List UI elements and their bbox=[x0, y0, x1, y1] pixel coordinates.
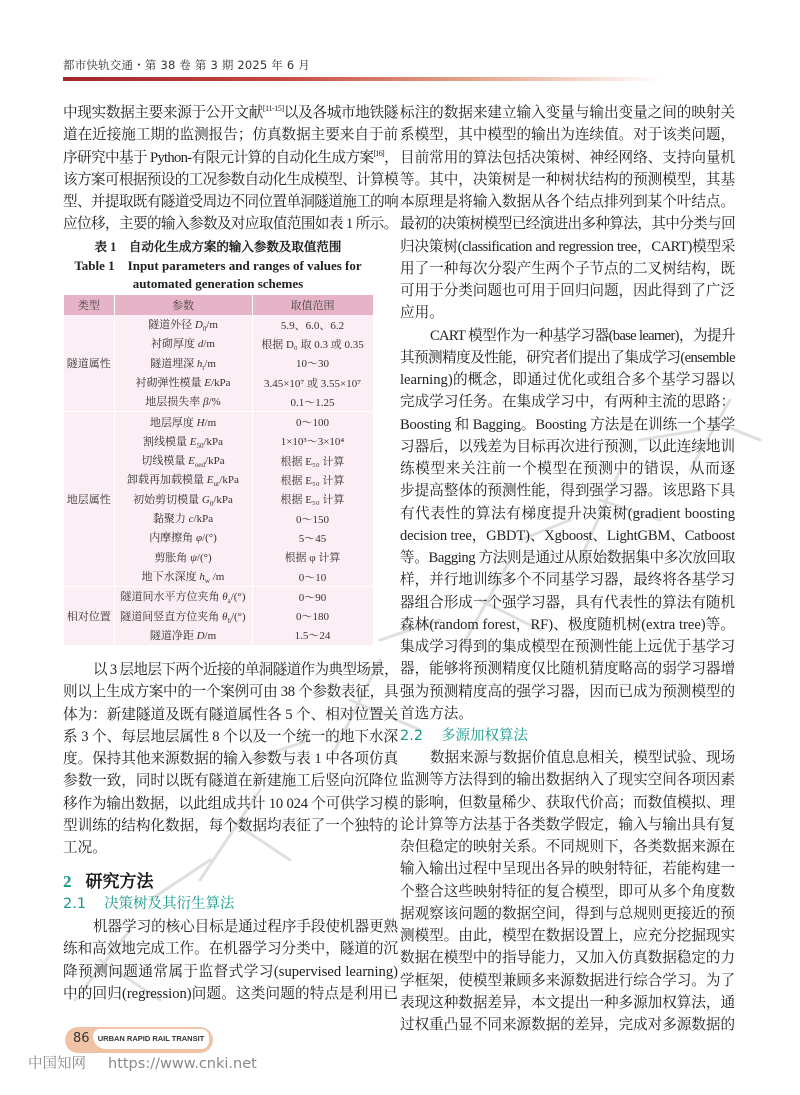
text-line: 等。Bagging 方法则是通过从原始数据集中多次放回取 bbox=[400, 550, 735, 566]
param-unit: /m bbox=[204, 416, 217, 429]
param-symbol: E bbox=[206, 474, 214, 487]
section-number: 2.1 bbox=[63, 896, 87, 912]
table-row bbox=[64, 412, 373, 432]
text-line: 器组合形成一个强学习器，具有代表性的算法有随机 bbox=[400, 594, 735, 611]
range-cell: 1.5～24 bbox=[252, 626, 373, 645]
param-cell bbox=[114, 470, 252, 489]
journal-english-name: URBAN RAPID RAIL TRANSIT bbox=[93, 1029, 209, 1049]
section-number: 2.2 bbox=[400, 728, 424, 744]
table-caption-cn: 表 1 自动化生成方案的输入参数及取值范围 bbox=[94, 240, 342, 254]
type-cell: 地层属性 bbox=[64, 412, 114, 587]
param-symbol: θ bbox=[222, 591, 228, 604]
text-line: 监测等方法得到的输出数据纳入了现实空间各项因素 bbox=[400, 772, 735, 789]
table-header-row bbox=[64, 295, 373, 315]
text-line: 系 3 个、每层地层属性 8 个以及一个统一的地下水深 bbox=[63, 728, 398, 745]
text-line: 道在近接施工期的监测报告；仿真数据主要来自于前 bbox=[63, 127, 398, 144]
parameter-table bbox=[64, 295, 374, 645]
text-line: 标注的数据来建立输入变量与输出变量之间的映射关 bbox=[400, 105, 735, 121]
text-line: 本原理是将输入数据从各个结点排列到某个叶结点。 bbox=[400, 194, 735, 210]
range-cell: 0～100 bbox=[252, 412, 373, 432]
param-label: 隧道净距 bbox=[149, 629, 194, 642]
param-symbol: d bbox=[197, 338, 204, 351]
text-line: 据观察该问题的数据空间，得到与总规则更接近的预 bbox=[400, 905, 735, 922]
param-unit: /m bbox=[209, 570, 225, 583]
text-line: 体为：新建隧道及既有隧道属性各 5 个、相对位置关 bbox=[63, 706, 398, 723]
param-label: 地下水深度 bbox=[141, 570, 197, 583]
text-line: 步提高整体的预测性能，得到强学习器。该思路下具 bbox=[400, 483, 735, 500]
text-line: 样，并行地训练多个不同基学习器，最终将各基学习 bbox=[400, 572, 735, 589]
param-unit: /(°) bbox=[230, 610, 246, 623]
param-symbol: E bbox=[189, 435, 197, 448]
param-unit: /m bbox=[204, 629, 217, 642]
text-line: 移作为输出数据，以此组成共计 10 024 个可供学习模 bbox=[63, 795, 398, 812]
text-segment: 中现实数据主要来源于公开文献 bbox=[63, 105, 263, 121]
section-title: 决策树及其衍生算法 bbox=[104, 896, 235, 912]
param-label: 衬砌弹性模量 bbox=[135, 376, 202, 389]
text-line: learning)的概念，即通过优化或组合多个基学习器以 bbox=[400, 372, 735, 388]
range-cell: 根据 E₅₀ 计算 bbox=[252, 451, 373, 470]
param-label: 隧道埋深 bbox=[150, 357, 195, 370]
citation-ref[interactable]: [16] bbox=[373, 148, 384, 158]
section-title: 研究方法 bbox=[85, 872, 154, 891]
range-cell: 10～30 bbox=[252, 354, 373, 373]
footer-page-badge bbox=[65, 1027, 213, 1053]
param-label: 剪胀角 bbox=[154, 551, 188, 564]
section-2-1-heading bbox=[63, 893, 398, 915]
param-cell bbox=[114, 626, 252, 645]
header-rule bbox=[63, 77, 663, 81]
param-symbol: D bbox=[196, 629, 205, 642]
param-subscript: 50 bbox=[196, 442, 204, 451]
param-cell bbox=[114, 509, 252, 528]
range-cell: 根据 φ 计算 bbox=[252, 548, 373, 567]
range-cell: 根据 D₀ 取 0.3 或 0.35 bbox=[252, 334, 373, 353]
text-line: 有代表性的算法有梯度提升决策树(gradient boosting bbox=[400, 505, 735, 522]
text-line: 数据来源与数据价值息息相关，模型试验、现场 bbox=[430, 750, 735, 766]
text-line: 器，能够将预测精度仅比随机猜度略高的弱学习器增 bbox=[400, 661, 735, 678]
table-caption-en-1: Table 1 Input parameters and ranges of values for bbox=[74, 258, 362, 273]
citation-ref[interactable]: [11-15] bbox=[262, 104, 284, 113]
param-cell bbox=[114, 315, 252, 334]
text-line: 中的回归(regression)问题。这类问题的特点是利用已 bbox=[63, 985, 398, 1002]
param-label: 卸载再加载模量 bbox=[127, 474, 205, 487]
right-paragraph-1 bbox=[400, 102, 735, 325]
param-subscript: b bbox=[227, 616, 231, 625]
text-line: 可用于分类问题也可用于回归问题，因此得到了广泛 bbox=[400, 283, 735, 299]
range-cell: 0.1～1.25 bbox=[252, 392, 373, 412]
text-line: 过权重凸显不同来源数据的差异，完成对多源数据的 bbox=[400, 1017, 735, 1033]
text-line: 输入输出过程中呈现出各异的映射特征，若能构建一 bbox=[400, 861, 735, 878]
param-symbol: c bbox=[188, 513, 194, 526]
text-line: 的影响，但数量稀少、获取代价高；而数值模拟、理 bbox=[400, 794, 735, 811]
range-cell: 0～180 bbox=[252, 606, 373, 625]
text-line: 参数一致，同时以既有隧道在新建施工后竖向沉降位 bbox=[63, 773, 398, 790]
param-symbol: ψ bbox=[190, 551, 197, 564]
header-type: 类型 bbox=[64, 295, 114, 315]
param-cell bbox=[114, 392, 252, 412]
table-row bbox=[64, 315, 373, 334]
text-line: 工况。 bbox=[63, 840, 107, 856]
param-unit: /kPa bbox=[193, 513, 214, 526]
param-cell bbox=[114, 334, 252, 353]
page-number: 86 bbox=[73, 1031, 90, 1046]
text-segment: 以及各城市地铁隧 bbox=[283, 105, 398, 121]
text-line: 最初的决策树模型已经演进出多种算法，其中分类与回 bbox=[400, 216, 735, 233]
text-line: 则以上生成方案中的一个案例可由 38 个参数表征，具 bbox=[63, 684, 399, 701]
param-cell bbox=[114, 490, 252, 509]
param-unit: /kPa bbox=[210, 376, 231, 389]
range-cell: 1×10³～3×10⁴ bbox=[252, 432, 373, 451]
param-label: 衬砌厚度 bbox=[151, 338, 196, 351]
text-segment: ， bbox=[384, 149, 398, 166]
param-label: 割线模量 bbox=[142, 435, 187, 448]
param-label: 内摩擦角 bbox=[149, 532, 194, 545]
text-line: 森林(random forest，RF)、极度随机树(extra tree)等。 bbox=[400, 616, 735, 633]
type-cell: 相对位置 bbox=[64, 587, 114, 645]
param-subscript: 0 bbox=[209, 499, 214, 508]
range-cell: 3.45×10⁷ 或 3.55×10⁷ bbox=[252, 373, 373, 392]
cnki-source bbox=[28, 1052, 257, 1073]
text-line: 测模型。由此，模型在数据设置上，应充分挖掘现实 bbox=[400, 928, 735, 944]
text-line: 机器学习的核心目标是通过程序手段使机器更熟 bbox=[93, 919, 398, 935]
param-symbol: h bbox=[196, 357, 203, 370]
param-label: 切线模量 bbox=[141, 455, 186, 468]
param-unit: /(°) bbox=[202, 532, 217, 545]
param-symbol: D bbox=[194, 319, 203, 332]
param-label: 黏聚力 bbox=[152, 513, 186, 526]
text-line: Boosting 和 Bagging。Boosting 方法是在训练一个基学 bbox=[400, 416, 735, 433]
param-unit: /m bbox=[206, 319, 218, 332]
text-line: 杂但稳定的映射关系。不同规则下，各类数据来源在 bbox=[400, 839, 735, 855]
param-cell bbox=[114, 373, 252, 392]
param-cell bbox=[114, 587, 252, 607]
text-line: 型、并提取既有隧道受周边不同位置单洞隧道施工的响 bbox=[63, 194, 398, 210]
param-unit: /m bbox=[204, 357, 216, 370]
param-symbol: h bbox=[199, 570, 205, 583]
range-cell: 5.9、6.0、6.2 bbox=[252, 315, 373, 334]
text-line: 学框架，使模型兼顾多来源数据进行综合学习。为了 bbox=[400, 972, 735, 989]
section-title: 多源加权算法 bbox=[441, 728, 529, 744]
text-line: 等。其中，决策树是一种树状结构的预测模型，其基 bbox=[400, 171, 735, 188]
section-number: 2 bbox=[63, 872, 72, 891]
range-cell: 0～10 bbox=[252, 567, 373, 587]
header-range: 取值范围 bbox=[252, 295, 373, 315]
text-line bbox=[63, 102, 398, 124]
text-line bbox=[63, 147, 398, 169]
text-line: CART 模型作为一种基学习器(base learner)，为提升 bbox=[430, 327, 735, 344]
param-symbol: E bbox=[204, 376, 211, 389]
param-unit: /kPa bbox=[203, 435, 224, 448]
param-symbol: θ bbox=[222, 610, 228, 623]
param-unit: /(°) bbox=[230, 591, 246, 604]
text-line: 强为预测精度高的强学习器，因而已成为预测模型的 bbox=[400, 683, 735, 700]
text-line: 其预测精度及性能，研究者们提出了集成学习(ensemble bbox=[400, 349, 735, 366]
text-line: 集成学习得到的集成模型在预测性能上远优于基学习 bbox=[400, 639, 735, 655]
range-cell: 0～150 bbox=[252, 509, 373, 528]
cnki-url[interactable]: https://www.cnki.net bbox=[108, 1056, 257, 1072]
param-label: 隧道间水平方位夹角 bbox=[120, 591, 220, 604]
text-line: 个整合这些映射特征的复合模型，即可从多个角度数 bbox=[400, 883, 735, 900]
text-line: 目前常用的算法包括决策树、神经网络、支持向量机 bbox=[400, 149, 735, 166]
param-unit: /(°) bbox=[196, 551, 212, 564]
param-subscript: ur bbox=[213, 480, 220, 489]
param-subscript: 0 bbox=[202, 325, 207, 334]
left-paragraph-3 bbox=[63, 916, 398, 1005]
left-paragraph-2 bbox=[63, 659, 398, 859]
type-cell: 隧道属性 bbox=[64, 315, 114, 412]
text-line: 该方案可根据预设的工况参数自动化生成模型、计算模 bbox=[63, 171, 398, 188]
text-line: 应用。 bbox=[400, 305, 444, 322]
text-line: decision tree，GBDT)、Xgboost、LightGBM、Catboost bbox=[400, 527, 735, 544]
param-unit: /kPa bbox=[219, 474, 239, 487]
param-label: 隧道外径 bbox=[148, 319, 193, 332]
right-paragraph-2 bbox=[400, 325, 735, 726]
range-cell: 0～90 bbox=[252, 587, 373, 607]
param-cell bbox=[114, 412, 252, 432]
param-symbol: H bbox=[196, 416, 205, 429]
running-header: 都市快轨交通・第 38 卷 第 3 期 2025 年 6 月 bbox=[63, 58, 310, 72]
param-symbol: G bbox=[201, 493, 210, 506]
section-2-2-heading bbox=[400, 725, 735, 747]
cnki-name: 中国知网 bbox=[28, 1056, 86, 1072]
text-line: 练模型来关注前一个模型在预测中的错误，从而逐 bbox=[400, 461, 735, 477]
range-cell: 根据 E₅₀ 计算 bbox=[252, 490, 373, 509]
table-caption-en-2: automated generation schemes bbox=[132, 276, 304, 291]
text-line: 表现这种数据差异，本文提出一种多源加权算法，通 bbox=[400, 994, 735, 1011]
param-unit: /m bbox=[203, 338, 215, 351]
param-subscript: a bbox=[227, 597, 231, 606]
param-cell bbox=[114, 451, 252, 470]
param-symbol: β bbox=[203, 396, 209, 409]
param-cell bbox=[114, 354, 252, 373]
right-paragraph-3 bbox=[400, 747, 735, 1036]
param-subscript: t bbox=[202, 363, 205, 372]
param-cell bbox=[114, 432, 252, 451]
text-line: 以 3 层地层下两个近接的单洞隧道作为典型场景， bbox=[93, 662, 398, 678]
param-label: 初始剪切模量 bbox=[133, 493, 200, 506]
param-unit: /kPa bbox=[213, 493, 233, 506]
param-unit: /% bbox=[208, 396, 221, 409]
param-subscript: oed bbox=[194, 461, 206, 470]
range-cell: 根据 E₅₀ 计算 bbox=[252, 470, 373, 489]
text-line: 应位移，主要的输入参数及对应取值范围如表 1 所示。 bbox=[63, 216, 398, 233]
text-line: 完成学习任务。在集成学习中，有两种主流的思路： bbox=[400, 394, 735, 411]
text-line: 降预测问题通常属于监督式学习(supervised learning) bbox=[63, 963, 398, 980]
left-paragraph-1 bbox=[63, 102, 398, 236]
text-segment: 序研究中基于 Python-有限元计算的自动化生成方案 bbox=[63, 149, 374, 166]
param-label: 地层厚度 bbox=[149, 416, 194, 429]
param-label: 地层损失率 bbox=[145, 396, 201, 409]
text-line: 练和高效地完成工作。在机器学习分类中，隧道的沉 bbox=[63, 941, 398, 958]
range-cell: 5～45 bbox=[252, 528, 373, 547]
text-line: 数据在模型中的指导能力，又加入仿真数据稳定的力 bbox=[400, 950, 735, 967]
param-subscript: w bbox=[204, 577, 210, 586]
text-line: 系模型，其中模型的输出为连续值。对于该类问题， bbox=[400, 127, 735, 144]
param-cell bbox=[114, 606, 252, 625]
param-cell bbox=[114, 567, 252, 587]
text-line: 习器后，以残差为目标再次进行预测，以此连续地训 bbox=[400, 438, 735, 455]
param-cell bbox=[114, 548, 252, 567]
header-param: 参数 bbox=[114, 295, 252, 315]
section-2-heading bbox=[63, 871, 398, 893]
text-line: 归决策树(classification and regression tree，CART)模型采 bbox=[400, 238, 735, 255]
param-unit: /kPa bbox=[205, 455, 225, 468]
text-line: 首选方法。 bbox=[400, 705, 473, 722]
text-line: 度。保持其他来源数据的输入参数与表 1 中各项仿真 bbox=[63, 751, 398, 767]
text-line: 型训练的结构化数据，每个数据均表征了一个独特的 bbox=[63, 817, 398, 834]
param-label: 隧道间竖直方位夹角 bbox=[120, 610, 220, 623]
param-cell bbox=[114, 528, 252, 547]
text-line: 论计算等方法基于各类数学假定，输入与输出具有复 bbox=[400, 816, 735, 833]
param-symbol: E bbox=[188, 455, 195, 468]
text-line: 用了一种每次分裂产生两个子节点的二叉树结构，既 bbox=[400, 260, 735, 277]
param-symbol: φ bbox=[195, 532, 203, 545]
table-row bbox=[64, 587, 373, 607]
